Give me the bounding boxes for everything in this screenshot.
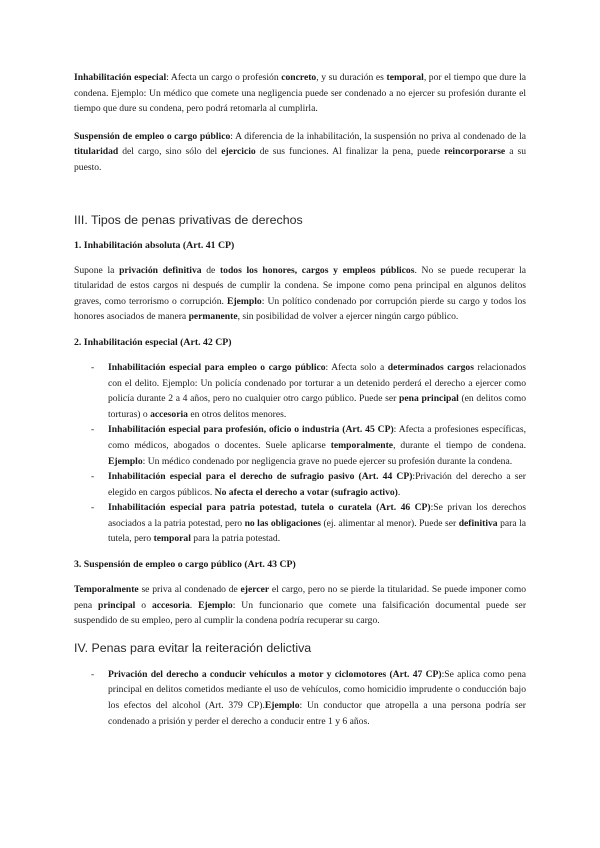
dash-bullet: - bbox=[91, 361, 95, 373]
term: temporalmente bbox=[330, 439, 394, 451]
term: todos los honores, cargos y empleos públicos bbox=[219, 264, 415, 276]
text: : Un político condenado por corrupción pierde su cargo y todos los honores asociados de manera bbox=[74, 295, 526, 323]
text: (ej. alimentar al menor). Puede ser bbox=[320, 517, 459, 529]
subheading-inhabilitacion-absoluta: 1. Inhabilitación absoluta (Art. 41 CP) bbox=[74, 239, 235, 251]
text: , durante el tiempo de condena. bbox=[393, 439, 526, 451]
text: Supone la bbox=[74, 264, 120, 276]
list-reiteracion-delictiva bbox=[74, 667, 526, 729]
paragraph-suspension-empleo bbox=[74, 582, 526, 629]
text: del cargo, sino sólo del bbox=[118, 146, 222, 158]
text: . bbox=[189, 599, 199, 611]
term: Privación del derecho a conducir vehículos a motor y ciclomotores (Art. 47 CP) bbox=[108, 668, 442, 680]
subheading-suspension-empleo: 3. Suspensión de empleo o cargo público (Art. 43 CP) bbox=[74, 559, 296, 571]
term: Inhabilitación especial para empleo o cargo público bbox=[108, 361, 326, 373]
text: para la tutela, pero bbox=[108, 517, 526, 545]
text: : Un médico condenado por negligencia grave no puede ejercer su profesión durante la condena. bbox=[142, 455, 513, 467]
term: Inhabilitación especial para el derecho de sufragio pasivo (Art. 44 CP) bbox=[108, 471, 413, 483]
text: , y su duración es bbox=[316, 72, 387, 83]
section-heading-iv: IV. Penas para evitar la reiteración delictiva bbox=[74, 640, 312, 655]
term: reincorporarse bbox=[444, 146, 506, 158]
term: Ejemplo bbox=[227, 295, 262, 307]
term: ejercicio bbox=[221, 146, 256, 158]
list-item bbox=[74, 422, 526, 469]
term: No afecta el derecho a votar (sufragio activo) bbox=[214, 486, 398, 498]
term: Temporalmente bbox=[74, 584, 139, 596]
text: para la patria potestad. bbox=[190, 533, 281, 545]
term: Inhabilitación especial bbox=[74, 72, 167, 83]
term: Inhabilitación especial para patria potestad, tutela o curatela (Art. 46 CP) bbox=[108, 502, 431, 514]
list-item bbox=[74, 469, 526, 500]
list-item bbox=[74, 667, 526, 729]
text: : Afecta a profesiones específicas, como médicos, abogados o docentes. Suele aplicarse bbox=[108, 424, 526, 451]
text: de sus funciones. Al finalizar la pena, puede bbox=[255, 146, 445, 158]
text: : Un conductor que atropella a una persona podría ser condenado a prisión y perder el derecho a conducir entre 1 y 6 años. bbox=[108, 700, 527, 727]
term: temporal bbox=[153, 533, 191, 545]
text: :Privación del derecho a ser elegido en cargos públicos. bbox=[108, 471, 526, 498]
paragraph-inhabilitacion-especial bbox=[74, 70, 526, 117]
text: . bbox=[397, 486, 401, 498]
text: en otros delitos menores. bbox=[187, 408, 287, 420]
term: permanente bbox=[188, 311, 238, 323]
paragraph-suspension bbox=[74, 129, 526, 176]
term: Inhabilitación especial para profesión, oficio o industria (Art. 45 CP) bbox=[108, 424, 394, 436]
text: :Se aplica como pena principal en delitos cometidos mediante el uso de vehículos, como homicidio imprudente o conducción bajo los efectos del alcohol (Art. 379 CP). bbox=[108, 668, 526, 712]
dash-bullet: - bbox=[91, 668, 95, 680]
text: relacionados con el delito. Ejemplo: Un policía condenado por torturar a un detenido perderá el derecho a ejercer como policía durante 2 a 4 años, pero no cualquier otro cargo público. Puede ser bbox=[108, 361, 526, 405]
term: privación definitiva bbox=[119, 264, 202, 276]
text: : A diferencia de la inhabilitación, la suspensión no priva al condenado de la bbox=[230, 130, 526, 142]
term: titularidad bbox=[74, 146, 119, 158]
text: (en delitos como torturas) o bbox=[108, 393, 526, 420]
term: Ejemplo bbox=[198, 599, 233, 611]
text: o bbox=[135, 599, 152, 611]
text: , por el tiempo que dure la condena. Ejemplo: Un médico que comete una negligencia puede ser condenado a no ejercer su profesión durante el tiempo que dure su condena, pero podrá retomarla al cumplirla. bbox=[74, 72, 526, 115]
text: el cargo, pero no se pierde la titularidad. Se puede imponer como pena bbox=[74, 584, 526, 611]
term: definitiva bbox=[458, 517, 498, 529]
paragraph-inhabilitacion-absoluta bbox=[74, 263, 526, 325]
term: Suspensión de empleo o cargo público bbox=[74, 130, 231, 142]
text: :Se privan los derechos asociados a la patria potestad, pero bbox=[108, 502, 526, 529]
term: determinados cargos bbox=[387, 361, 474, 373]
term: accesoria bbox=[150, 408, 188, 420]
text: de bbox=[201, 264, 220, 276]
text: , sin posibilidad de volver a ejercer ningún cargo público. bbox=[237, 311, 459, 323]
list-item bbox=[74, 360, 526, 422]
term: ejercer bbox=[240, 584, 270, 596]
text: a su puesto. bbox=[74, 146, 526, 173]
term: no las obligaciones bbox=[244, 517, 321, 529]
text: : Afecta un cargo o profesión bbox=[166, 72, 282, 83]
dash-bullet: - bbox=[91, 502, 95, 514]
term: concreto bbox=[281, 72, 317, 83]
term: Ejemplo bbox=[108, 455, 143, 467]
subheading-inhabilitacion-especial: 2. Inhabilitación especial (Art. 42 CP) bbox=[74, 336, 232, 348]
list-item bbox=[74, 500, 526, 547]
term: pena principal bbox=[399, 393, 459, 405]
term: Ejemplo bbox=[264, 700, 300, 712]
text: : Afecta solo a bbox=[325, 361, 388, 373]
text: : Un funcionario que comete una falsificación documental puede ser suspendido de su empleo, pero al cumplir la condena podría recuperar su cargo. bbox=[74, 599, 527, 627]
dash-bullet: - bbox=[91, 424, 95, 436]
dash-bullet: - bbox=[91, 471, 95, 483]
text: se priva al condenado de bbox=[138, 584, 241, 596]
list-inhabilitacion-especial bbox=[74, 360, 526, 547]
term: accesoria bbox=[151, 599, 190, 611]
section-heading-iii: III. Tipos de penas privativas de derechos bbox=[74, 212, 303, 227]
text: . No se puede recuperar la titularidad de estos cargos ni después de cumplir la condena. Se impone como pena principal en algunos delitos graves, como terrorismo o corrupción. bbox=[74, 264, 526, 307]
term: temporal bbox=[386, 72, 424, 83]
term: principal bbox=[98, 599, 136, 611]
